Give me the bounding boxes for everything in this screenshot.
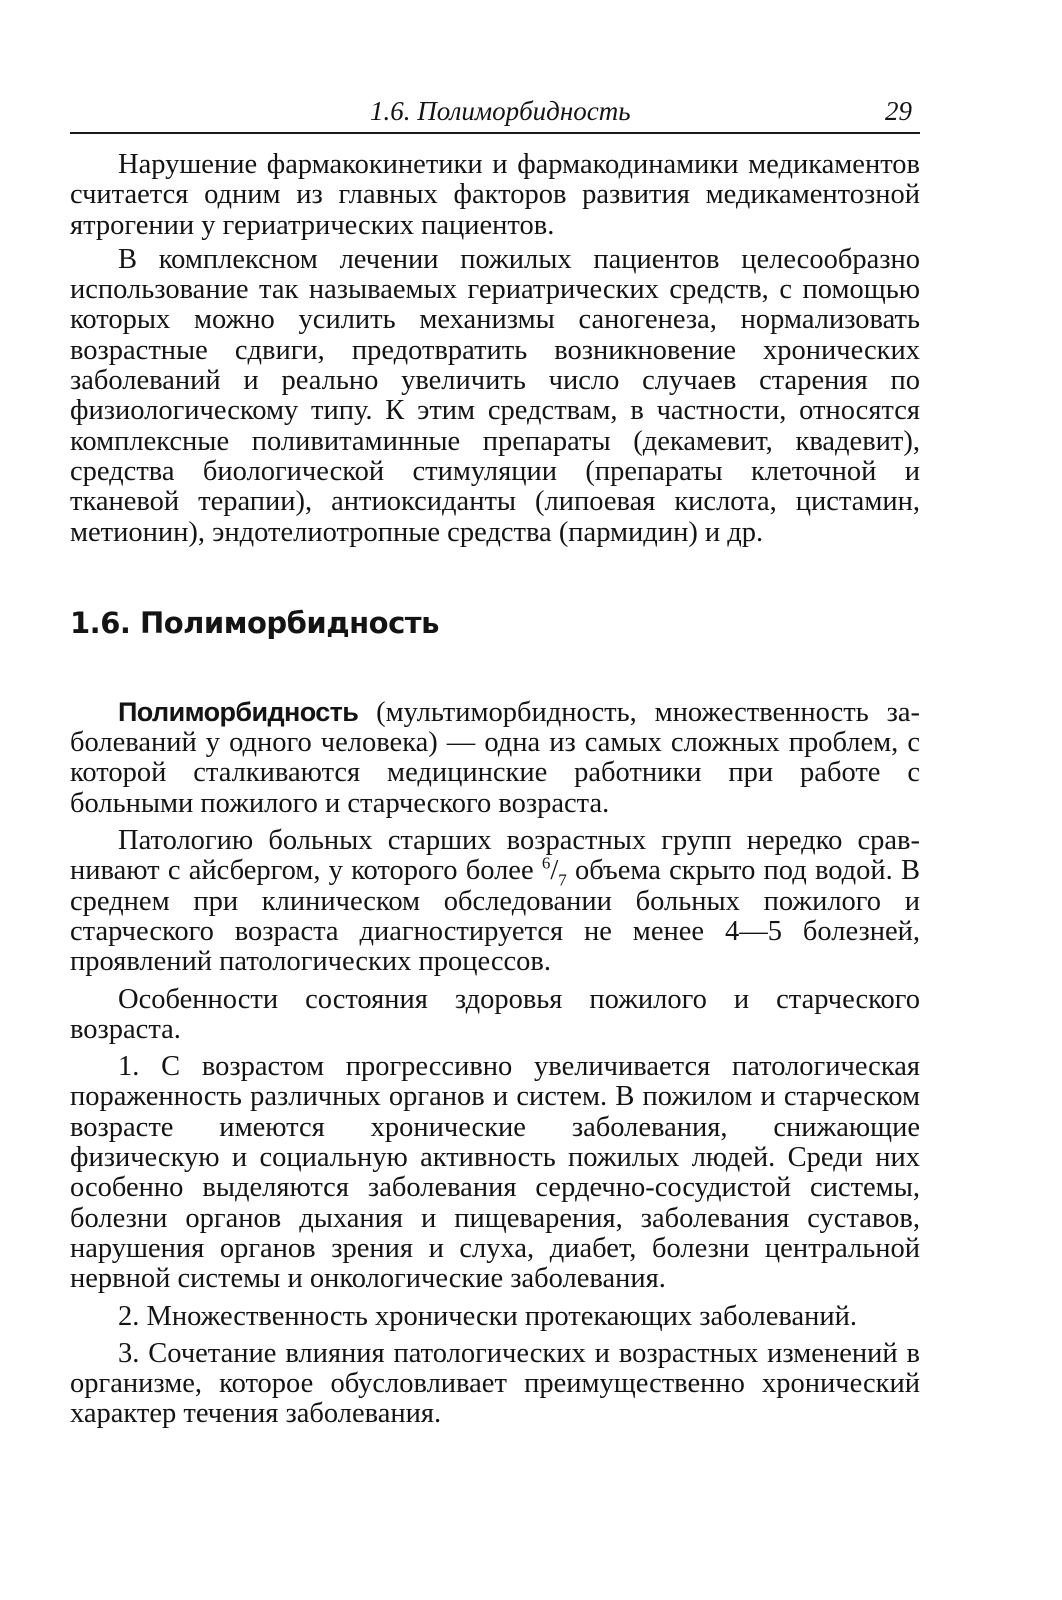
paragraph-geriatric-remedies: В комплексном лечении пожилых пациентов целесообразно использование так называемых гериатрических средств, с помощью которых можно усилить механизмы саногенеза, нормализовать возрастные сдвиги, предотвратить возникновение хронических заболеваний и реально увеличить число случаев старения по физиологическому типу. К этим средствам, в частности, относятся комплексные поливитаминные препараты (декамевит, квадевит), средства биологической стимуляции (препараты клеточной и тканевой терапии), антиоксиданты (липоевая кислота, цистамин, метионин), эндотелиотропные средства (пармидин) и др.: [70, 243, 920, 548]
paragraph-pharmacokinetics: Нарушение фармакокинетики и фармакодинамики медикаментов считается одним из главных факторов развития медикаментозной ятрогении у гериатрических пациентов.: [70, 149, 920, 241]
section-heading: 1.6. Полиморбидность: [70, 605, 439, 640]
paragraph-iceberg: [70, 826, 920, 977]
running-head: [70, 96, 920, 134]
fraction-slash: /: [550, 855, 559, 887]
page-number: 29: [885, 96, 912, 126]
iceberg-text-before: Патологию больных старших возрастных групп нередко сравнивают с айсбергом, у которого более: [70, 825, 920, 887]
list-item: 2. Множественность хронически протекающих заболеваний.: [118, 1300, 858, 1332]
paragraph-definition: [70, 697, 920, 819]
fraction-denominator: 7: [558, 871, 567, 891]
iceberg-text-after: объема скрыто под водой. В среднем при клиническом обследовании больных пожилого и старческого возраста диагностируется не менее 4—5 болезней, проявлений патологических процессов.: [70, 855, 920, 978]
fraction-six-sevenths: [541, 853, 567, 891]
paragraph-features-intro: Особенности состояния здоровья пожилого и старческого возраста.: [70, 983, 920, 1045]
list-item: 3. Сочетание влияния патологических и возрастных изменений в организме, которое обусловливает преимущественно хронический характер течения заболевания.: [70, 1337, 920, 1430]
list-item: 1. С возрастом прогрессивно увеличивается патологическая пораженность различных органов и систем. В пожилом и старческом возрасте имеются хронические заболевания, снижающие физическую и социальную активность пожилых людей. Среди них особенно выделяются заболевания сердечно-сосудистой системы, болезни органов дыхания и пищеварения, заболевания суставов, нарушения органов зрения и слуха, диабет, болезни центральной нервной системы и онкологические заболевания.: [70, 1051, 920, 1295]
fraction-numerator: 6: [541, 853, 551, 873]
book-page: [70, 0, 920, 1600]
definition-term: Полиморбидность: [118, 696, 359, 727]
definition-text: (мультиморбидность, множественность заболеваний у одного человека) — одна из самых сложных проблем, с которой сталкиваются медицинские работники при работе с больными пожилого и старческого возраста.: [70, 696, 920, 819]
running-head-title: 1.6. Полиморбидность: [370, 96, 631, 126]
body-text: [70, 150, 920, 1430]
